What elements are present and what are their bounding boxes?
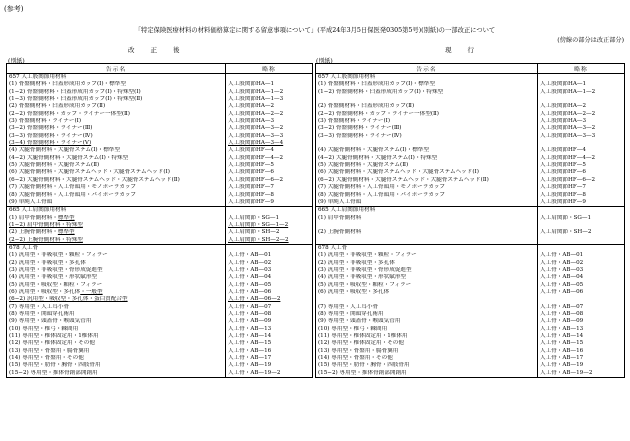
- item-abbr: [540, 207, 622, 214]
- item-abbr: 人工股関節HF—8: [540, 191, 586, 198]
- item-name: (3) 汎用型・非吸収型・骨形成促進型: [9, 266, 103, 273]
- item-name: (10) 専用型・椎弓・棘間用: [318, 325, 388, 332]
- item-abbr: 人工骨・AB—15: [228, 340, 272, 347]
- item-abbr: [228, 74, 310, 81]
- item-abbr: [540, 96, 622, 103]
- item-name: (4) 大腿骨側材料・大腿骨ステム(Ⅰ)・標準型: [318, 147, 429, 154]
- item-name-prefix: (2) 上腕骨側材料・: [9, 229, 58, 236]
- item-abbr: 人工骨・AB—09: [228, 318, 272, 325]
- item-abbr: 人工骨・AB—01: [540, 252, 584, 259]
- item-abbr: 人工骨・AB—16: [228, 347, 272, 354]
- item-name: (7) 専用型・人工耳小骨: [318, 303, 379, 310]
- item-abbr: 人工骨・AB—07: [228, 303, 272, 310]
- item-abbr: [540, 222, 622, 229]
- document-title: 「特定保険医療材料の材料価格算定に関する留意事項について」(平成24年3月5日保医発0305第5号)(別紙)の一部改正について: [134, 27, 496, 34]
- abbr-cell: [226, 74, 313, 207]
- item-abbr: 人工股関節HF—4—2: [540, 154, 596, 161]
- item-abbr: 人工肩関節・SH—2: [228, 229, 280, 236]
- item-abbr: 人工股関節HF—6—2: [540, 176, 596, 183]
- underline-note: (傍線の部分は改正部分): [557, 37, 624, 44]
- item-name: [318, 296, 535, 303]
- abbr-cell: [226, 244, 313, 377]
- item-name: 665 人工肩関節用材料: [318, 207, 376, 214]
- item-abbr: 人工股関節HA—1: [540, 81, 587, 88]
- item-name: (5) 汎用型・吸収型・顆粒・フィラー: [318, 281, 412, 288]
- item-name: [9, 215, 223, 222]
- item-name: (1−3) 骨盤側材料・臼蓋形成用カップ(Ⅰ)・特殊型(Ⅱ): [9, 96, 143, 103]
- item-abbr: 人工肩関節・SG—1: [540, 214, 592, 221]
- item-abbr: 人工股関節HF—6: [540, 169, 586, 176]
- item-abbr: [228, 207, 310, 214]
- item-name: (7) 大腿骨側材料・人工骨頭用・モノポーラカップ: [318, 184, 446, 191]
- item-name: (6−2) 汎用型・吸収型・多孔体・蛋白質配合型: [9, 296, 128, 303]
- item-abbr: 人工股関節HA—3—2: [540, 125, 596, 132]
- item-name: (2) 骨盤側材料・臼蓋形成用カップ(Ⅱ): [318, 103, 415, 110]
- item-name: (3−2) 骨盤側材料・ライナー(Ⅲ): [9, 125, 93, 132]
- item-abbr: 人工骨・AB—19—2: [540, 369, 593, 376]
- item-abbr: 人工股関節HF—5: [228, 162, 274, 169]
- item-abbr: 人工股関節HF—9: [228, 198, 274, 205]
- item-name: (15) 専用型・肋骨・胸骨・四肢骨用: [9, 362, 101, 369]
- item-name: (9) 専用型・頭蓋骨・喉頭気管用: [318, 318, 401, 325]
- section-row: [7, 207, 313, 245]
- item-abbr: 人工骨・AB—04: [228, 274, 272, 281]
- item-abbr: 人工骨・AB—13: [228, 325, 272, 332]
- item-name-prefix: (1) 肩甲骨側材料・: [9, 214, 58, 221]
- item-name: (15) 専用型・肋骨・胸骨・四肢骨用: [318, 362, 410, 369]
- abbr-cell: [538, 244, 625, 377]
- item-name: 657 人工股関節用材料: [318, 74, 376, 80]
- section-row: [7, 244, 313, 377]
- item-name: (14) 専用型・骨盤用・その他: [9, 355, 84, 362]
- item-name: (11) 専用型・椎体固定用・1椎体用: [318, 333, 408, 340]
- name-cell: [316, 207, 538, 245]
- item-abbr: 人工肩関節・SG—1—2: [228, 221, 289, 228]
- item-abbr: 人工骨・AB—19—2: [228, 369, 281, 376]
- item-name: (3−3) 骨盤側材料・ライナー(Ⅳ): [318, 132, 402, 139]
- item-abbr: 人工股関節HF—4: [540, 147, 586, 154]
- item-abbr: 人工股関節HF—5: [540, 162, 586, 169]
- item-abbr: 人工股関節HA—2—2: [540, 110, 596, 117]
- item-abbr: 人工骨・AB—06—2: [228, 296, 281, 303]
- item-abbr: 人工骨・AB—09: [540, 318, 584, 325]
- item-name: (12) 専用型・椎体固定用・その他: [318, 340, 404, 347]
- item-abbr: 人工骨・AB—03: [228, 266, 272, 273]
- item-abbr: 人工股関節HF—4: [228, 147, 274, 154]
- item-name: (5) 大腿骨側材料・大腿骨ステム(Ⅱ): [318, 162, 409, 169]
- item-name: (1−2) 骨盤側材料・臼蓋形成用カップ(Ⅰ)・特殊型(Ⅰ): [9, 88, 141, 95]
- item-name-changed: 標準型: [57, 229, 75, 236]
- item-abbr: 人工骨・AB—01: [228, 252, 272, 259]
- item-name: (15−2) 専用型・推体骨創部開創用: [318, 369, 407, 376]
- section-row: [7, 74, 313, 207]
- item-name: (6−2) 大腿骨側材料・大腿骨ステムヘッド・大腿骨ステムヘッド(Ⅱ): [318, 176, 489, 183]
- item-name-prefix: (6) 汎用型・吸収型・多孔体: [9, 288, 81, 295]
- bessi-label-current: (別紙): [316, 58, 333, 65]
- column-header-name: 告示名: [7, 64, 226, 74]
- item-name: (2−2) 骨盤側材料・カップ・ライナー一体型(Ⅱ): [9, 110, 130, 117]
- item-abbr: 人工肩関節・SH—2—2: [228, 236, 289, 243]
- item-abbr: 人工骨・AB—03: [540, 266, 584, 273]
- item-name: (5) 大腿骨側材料・大腿骨ステム(Ⅱ): [9, 162, 100, 169]
- item-abbr: 人工股関節HF—4—2: [228, 154, 284, 161]
- item-abbr: 人工骨・AB—05: [540, 281, 584, 288]
- item-abbr: 人工股関節HA—3—3: [228, 132, 284, 139]
- item-abbr: 人工骨・AB—16: [540, 347, 584, 354]
- item-abbr: 人工骨・AB—06: [540, 288, 584, 295]
- column-header-name: 告示名: [316, 64, 538, 74]
- item-name: (5) 汎用型・吸収型・顆粒・フィラー: [9, 281, 103, 288]
- item-name: [9, 229, 223, 236]
- item-abbr: 人工骨・AB—19: [228, 362, 272, 369]
- item-name: (12) 専用型・椎体固定用・その他: [9, 340, 95, 347]
- revised-table: [6, 63, 313, 378]
- item-abbr: 人工骨・AB—17: [228, 355, 272, 362]
- item-abbr: 人工股関節HA—3—3: [540, 132, 596, 139]
- item-abbr: 人工骨・AB—07: [540, 303, 584, 310]
- item-abbr: 人工骨・AB—02: [228, 259, 272, 266]
- item-abbr: 人工股関節HA—2—2: [228, 110, 284, 117]
- item-name: (13) 専用型・骨盤用・腸骨翼用: [9, 347, 90, 354]
- item-abbr: 人工股関節HA—3: [540, 118, 587, 125]
- item-name: (2) 汎用型・非吸収型・多孔体: [9, 259, 86, 266]
- item-name: (3−3) 骨盤側材料・ライナー(Ⅳ): [9, 132, 93, 139]
- abbr-cell: [226, 207, 313, 245]
- item-name: 657 人工股関節用材料: [9, 74, 67, 80]
- item-name: (9) 単純人工骨頭: [9, 198, 53, 205]
- name-cell: [316, 74, 538, 207]
- item-abbr: 人工骨・AB—04: [540, 274, 584, 281]
- item-name: [318, 96, 535, 103]
- abbr-cell: [538, 207, 625, 245]
- item-abbr: 人工股関節HA—1—3: [228, 96, 284, 103]
- item-name: (6) 汎用型・吸収型・多孔体: [318, 288, 390, 295]
- item-name: (11) 専用型・椎体固定用・1椎体用: [9, 333, 99, 340]
- column-header-abbr: 略称: [226, 64, 313, 74]
- item-name: (13) 専用型・骨盤用・腸骨翼用: [318, 347, 399, 354]
- item-abbr: 人工股関節HA—2: [540, 103, 587, 110]
- item-name: (6−2) 大腿骨側材料・大腿骨ステムヘッド・大腿骨ステムヘッド(Ⅱ): [9, 176, 180, 183]
- item-abbr: 人工骨・AB—05: [228, 281, 272, 288]
- item-name: (14) 専用型・骨盤用・その他: [318, 355, 393, 362]
- item-abbr: [540, 237, 622, 244]
- column-header-abbr: 略称: [538, 64, 625, 74]
- item-name: (4−2) 大腿骨側材料・大腿骨ステム(Ⅰ)・特殊型: [318, 154, 438, 161]
- item-name: (3) 汎用型・非吸収型・骨形成促進型: [318, 266, 412, 273]
- item-abbr: 人工股関節HA—3—2: [228, 125, 284, 132]
- item-name: (8) 専用型・開頭穿孔術用: [9, 311, 75, 317]
- item-name: [318, 140, 535, 147]
- item-abbr: 人工股関節HA—3: [228, 118, 275, 125]
- name-cell: [7, 74, 226, 207]
- item-name-changed: 標準型: [57, 214, 75, 221]
- item-abbr: 人工股関節HF—8: [228, 191, 274, 198]
- item-name: (2) 骨盤側材料・臼蓋形成用カップ(Ⅱ): [9, 103, 106, 110]
- item-name: (2−2) 骨盤側材料・カップ・ライナー一体型(Ⅱ): [318, 110, 439, 117]
- item-abbr: 人工股関節HA—1: [228, 81, 275, 88]
- item-abbr: 人工骨・AB—14: [228, 333, 272, 340]
- item-abbr: [540, 140, 622, 147]
- heading-current: 現行: [445, 46, 490, 54]
- item-abbr: 人工骨・AB—08: [540, 311, 584, 317]
- item-abbr: 人工股関節HF—6: [228, 169, 274, 176]
- item-abbr: 人工骨・AB—08: [228, 311, 272, 317]
- item-name: [9, 289, 223, 296]
- item-name: (1) 肩甲骨側材料: [318, 214, 362, 221]
- item-name: (7) 専用型・人工耳小骨: [9, 303, 70, 310]
- item-name: 678 人工骨: [318, 244, 348, 251]
- item-abbr: 人工肩関節・SH—2: [540, 229, 592, 236]
- item-name: (2−2) 上腕骨側材料・特殊型: [9, 236, 83, 243]
- section-row: [316, 74, 625, 207]
- item-name: (1) 汎用型・非吸収型・顆粒・フィラー: [318, 252, 417, 259]
- item-name: (10) 専用型・椎弓・棘間用: [9, 325, 79, 332]
- item-name: (15−2) 専用型・推体骨創部開創用: [9, 369, 98, 376]
- bessi-label-revised: (別紙): [8, 58, 25, 65]
- item-name: (1−2) 肩甲骨側材料・特殊型: [9, 221, 83, 228]
- item-abbr: 人工骨・AB—02: [540, 259, 584, 266]
- item-abbr: 人工骨・AB—15: [540, 340, 584, 347]
- item-name: (4−2) 大腿骨側材料・大腿骨ステム(Ⅰ)・特殊型: [9, 154, 129, 161]
- item-abbr: 人工股関節HA—1—2: [540, 88, 596, 95]
- item-name: (9) 単純人工骨頭: [318, 198, 362, 205]
- item-abbr: 人工股関節HA—3—4: [228, 140, 284, 147]
- item-abbr: 人工股関節HA—1—2: [228, 88, 284, 95]
- heading-revised: 改正後: [128, 46, 196, 54]
- item-name: (4) 汎用型・非吸収型・形状賦形型: [318, 274, 407, 281]
- item-name: (8) 大腿骨側材料・人工骨頭用・バイポーラカップ: [318, 191, 446, 198]
- item-abbr: [228, 245, 310, 252]
- item-name: (8) 専用型・開頭穿孔術用: [318, 311, 384, 317]
- item-abbr: 人工股関節HF—9: [540, 198, 586, 205]
- abbr-cell: [538, 74, 625, 207]
- item-name: (2) 汎用型・非吸収型・多孔体: [318, 259, 395, 266]
- item-name: 665 人工肩関節用材料: [9, 207, 67, 214]
- section-row: [316, 244, 625, 377]
- name-cell: [7, 207, 226, 245]
- item-name: (3−4) 骨盤側材料・ライナー(Ⅴ): [9, 140, 92, 147]
- item-abbr: 人工骨・AB—14: [540, 333, 584, 340]
- section-row: [316, 207, 625, 245]
- item-name: (6) 大腿骨側材料・大腿骨ステムヘッド・大腿骨ステムヘッド(Ⅰ): [318, 169, 479, 176]
- item-abbr: 人工股関節HF—6—2: [228, 176, 284, 183]
- item-abbr: [540, 296, 622, 303]
- item-name: (3) 骨盤側材料・ライナー(Ⅰ): [318, 118, 391, 125]
- item-abbr: [540, 245, 622, 252]
- name-cell: [7, 244, 226, 377]
- item-name: (1−2) 骨盤側材料・臼蓋形成用カップ(Ⅰ)・特殊型: [318, 88, 444, 95]
- item-name: [318, 237, 535, 244]
- item-name: (1) 骨盤側材料・臼蓋形成用カップ(Ⅰ)・標準型: [9, 81, 126, 88]
- item-name: (8) 大腿骨側材料・人工骨頭用・バイポーラカップ: [9, 191, 137, 198]
- item-abbr: 人工骨・AB—17: [540, 355, 584, 362]
- item-name: (4) 汎用型・非吸収型・形状賦形型: [9, 274, 98, 281]
- item-abbr: 人工骨・AB—06: [228, 288, 272, 295]
- item-abbr: 人工股関節HA—2: [228, 103, 275, 110]
- reference-label: (参考): [4, 5, 24, 13]
- item-name: (9) 専用型・頭蓋骨・喉頭気管用: [9, 318, 92, 325]
- item-name-changed: ・一般型: [80, 288, 103, 295]
- item-name: 678 人工骨: [9, 244, 39, 251]
- item-abbr: 人工骨・AB—13: [540, 325, 584, 332]
- item-abbr: 人工骨・AB—19: [540, 362, 584, 369]
- name-cell: [316, 244, 538, 377]
- current-table: [315, 63, 625, 378]
- item-name: (6) 大腿骨側材料・大腿骨ステムヘッド・大腿骨ステムヘッド(Ⅰ): [9, 169, 170, 176]
- item-abbr: 人工股関節HF—7: [228, 184, 274, 191]
- item-name: (1) 汎用型・非吸収型・顆粒・フィラー: [9, 252, 108, 259]
- item-abbr: 人工股関節HF—7: [540, 184, 586, 191]
- item-name: (2) 上腕骨側材料: [318, 229, 362, 236]
- item-name: (3−2) 骨盤側材料・ライナー(Ⅲ): [318, 125, 402, 132]
- item-name: (7) 大腿骨側材料・人工骨頭用・モノポーラカップ: [9, 184, 137, 191]
- item-name: (1) 骨盤側材料・臼蓋形成用カップ(Ⅰ)・標準型: [318, 81, 435, 88]
- item-name: [318, 222, 535, 229]
- item-abbr: [540, 74, 622, 81]
- item-name: (3) 骨盤側材料・ライナー(Ⅰ): [9, 118, 82, 125]
- item-abbr: 人工肩関節・SG—1: [228, 214, 280, 221]
- item-name: (4) 大腿骨側材料・大腿骨ステム(Ⅰ)・標準型: [9, 147, 120, 154]
